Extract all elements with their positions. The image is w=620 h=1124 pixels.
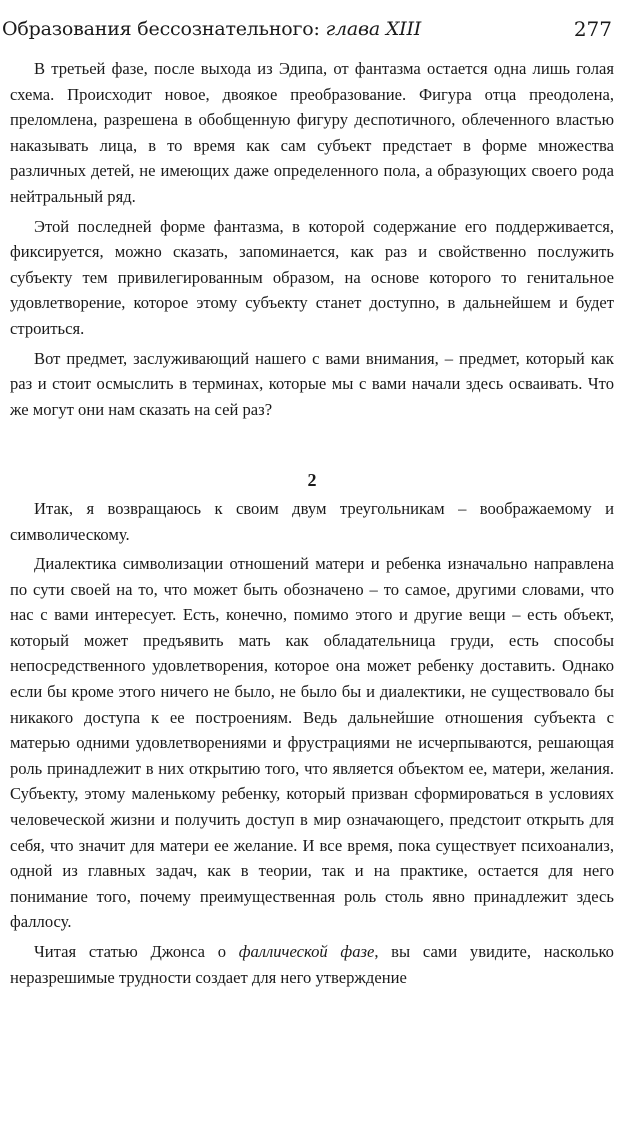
- running-head-title: Образования бессознательного:: [2, 18, 326, 40]
- paragraph-6-end: , вы сами увидите, насколько неразрешимые трудности создает для него утверждение: [10, 942, 614, 987]
- page-header: [2, 14, 614, 44]
- paragraph-6-italic: фаллической фазе: [238, 942, 375, 961]
- section-number: 2: [307, 470, 317, 491]
- page-number: 277: [573, 17, 612, 41]
- running-head: [2, 14, 421, 44]
- paragraph-5: Диалектика символизации отношений матери и ребенка изначально направлена по сути своей на то, что может быть обозначено – то самое, другими словами, что нас с вами интересует. Есть, конечно, помимо этого и другие вещи – есть объект, который может предъявить мать как обладательница груди, есть способы непосредственного удовлетворения, которое она может ребенку доставить. Однако если бы кроме этого ничего не было, не было бы и диалектики, не существовало бы никакого доступа к ее построениям. Ведь дальнейшие отношения субъекта с матерью одними удовлетворениями и фрустрациями не исчерпываются, решающая роль принадлежит в них открытию того, что является объектом ее, матери, желания. Субъекту, этому маленькому ребенку, который призван сформироваться в условиях человеческой жизни и получить доступ в мир означающего, предстоит открыть для себя, что значит для матери ее желание. И все время, пока существует психоанализ, одной из главных задач, как в теории, так и на практике, остается для него понимание того, почему преимущественная роль столь явно принадлежит здесь фаллосу.: [10, 554, 614, 932]
- paragraph-1: В третьей фазе, после выхода из Эдипа, от фантазма остается одна лишь голая схема. Происходит новое, двоякое преобразование. Фигура отца преодолена, преломлена, разрешена в обобщенную фигуру деспотичного, облеченного властью наказывать лица, в то время как сам субъект предстает в форме множества различных детей, не имеющих даже определенного пола, а образующих своего рода нейтральный ряд.: [10, 59, 614, 206]
- paragraph-6: [10, 939, 614, 990]
- paragraph-2: Этой последней форме фантазма, в которой содержание его поддерживается, фиксируется, можно сказать, запоминается, как раз и свойственно послужить субъекту тем привилегированным образом, на основе которого то генитальное удовлетворение, которое этому субъекту станет доступно, в дальнейшем и будет строиться.: [10, 216, 614, 338]
- paragraph-6-start: Читая статью Джонса о: [34, 942, 239, 961]
- paragraph-3: Вот предмет, заслуживающий нашего с вами внимания, – предмет, который как раз и стоит осмыслить в терминах, которые мы с вами начали здесь осваивать. Что же могут они нам сказать на сей раз?: [10, 348, 614, 419]
- running-head-chapter: глава XIII: [325, 18, 422, 40]
- paragraph-4: Итак, я возвращаюсь к своим двум треугольникам – воображаемому и символическому.: [10, 498, 614, 544]
- body-text: [10, 56, 614, 994]
